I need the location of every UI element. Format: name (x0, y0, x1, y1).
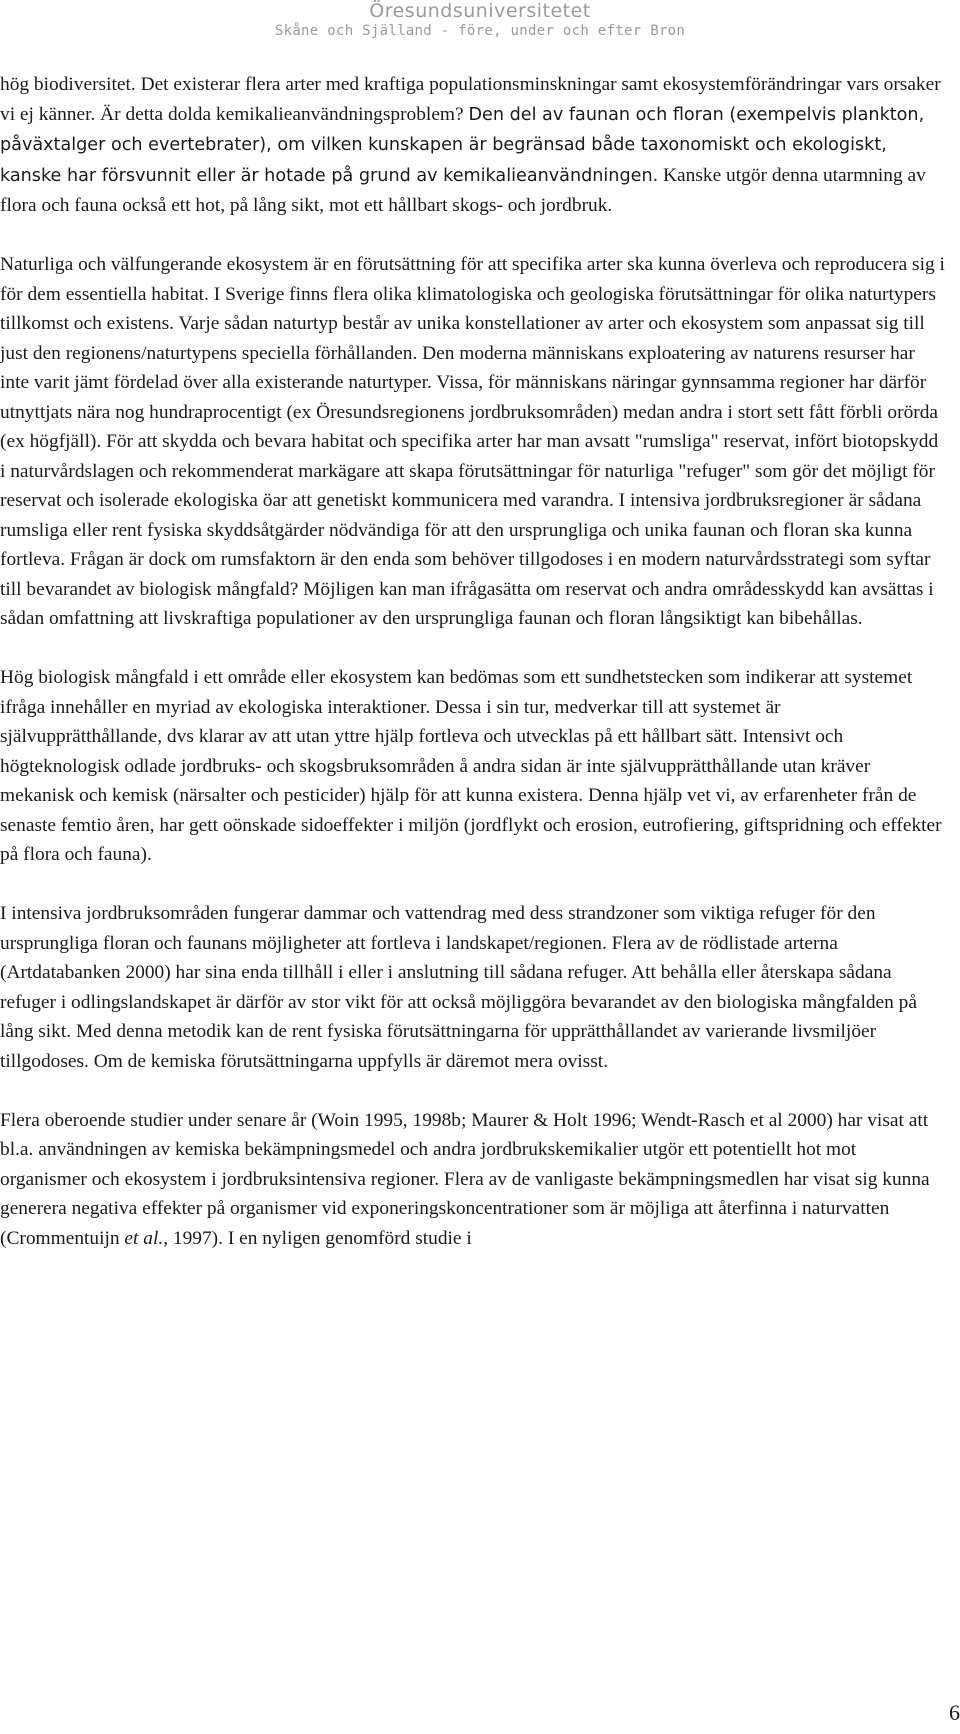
paragraph-1-part-2: Den del av faunan och floran (exempelvis plankton, påväxtalger och evertebrater), om vilken kunskapen är begränsad både taxonomiskt och ekologiskt, kanske har försvunnit eller är hotade på grund av kemikalieanvändningen. (0, 104, 925, 186)
page-header (0, 0, 960, 40)
page-number: 6 (949, 1700, 960, 1725)
paragraph-5-part-1: Flera oberoende studier under senare år (Woin 1995, 1998b; Maurer & Holt 1996; Wendt-Rasch et al 2000) har visat att bl.a. användningen av kemiska bekämpningsmedel och andra jordbrukskemikalier utgör ett potentiellt hot mot organismer och ekosystem i jordbruksintensiva regioner. Flera av de vanligaste bekämpningsmedlen har visat sig kunna generera negativa effekter på organismer vid exponeringskoncentrationer som är möjliga att återfinna i naturvatten (Crommentuijn (0, 1109, 930, 1249)
paragraph-1 (0, 70, 946, 221)
paragraph-5-italic: et al. (124, 1227, 164, 1249)
paragraph-5-part-2: , 1997). I en nyligen genomförd studie i (163, 1227, 472, 1249)
paragraph-5 (0, 1106, 946, 1254)
paragraph-1-part-1: hög biodiversitet. Det existerar flera arter med kraftiga populationsminskningar samt ekosystemförändringar vars orsaker vi ej känner. Är detta dolda kemikalieanvändningsproblem? (0, 74, 941, 125)
header-title: Öresundsuniversitetet (369, 0, 591, 22)
header-subtitle: Skåne och Själland - före, under och efter Bron (274, 23, 686, 39)
document-body (0, 70, 946, 1253)
paragraph-4: I intensiva jordbruksområden fungerar dammar och vattendrag med dess strandzoner som viktiga refuger för den ursprungliga floran och faunans möjligheter att fortleva i landskapet/regionen. Flera av de rödlistade arterna (Artdatabanken 2000) har sina enda tillhåll i eller i anslutning till sådana refuger. Att behålla eller återskapa sådana refuger i odlingslandskapet är därför av stor vikt för att också möjliggöra bevarandet av den biologiska mångfalden på lång sikt. Med denna metodik kan de rent fysiska förutsättningarna för upprätthållandet av varierande livsmiljöer tillgodoses. Om de kemiska förutsättningarna uppfylls är däremot mera ovisst. (0, 903, 917, 1072)
paragraph-3: Hög biologisk mångfald i ett område eller ekosystem kan bedömas som ett sundhetstecken som indikerar att systemet ifråga innehåller en myriad av ekologiska interaktioner. Dessa i sin tur, medverkar till att systemet är självupprätthållande, dvs klarar av att utan yttre hjälp fortleva och utvecklas på ett hållbart sätt. Intensivt och högteknologisk odlade jordbruks- och skogsbruksområden å andra sidan är inte självupprätthållande utan kräver mekanisk och kemisk (närsalter och pesticider) hjälp för att kunna existera. Denna hjälp vet vi, av erfarenheter från de senaste femtio åren, har gett oönskade sidoeffekter i miljön (jordflykt och erosion, eutrofiering, giftspridning och effekter på flora och fauna). (0, 667, 942, 865)
paragraph-2: Naturliga och välfungerande ekosystem är en förutsättning för att specifika arter ska kunna överleva och reproducera sig i för dem essentiella habitat. I Sverige finns flera olika klimatologiska och geologiska förutsättningar för olika naturtypers tillkomst och existens. Varje sådan naturtyp består av unika konstellationer av arter och ekosystem som anpassat sig till just den regionens/naturtypens speciella förhållanden. Den moderna människans exploatering av naturens resurser har inte varit jämt fördelad över alla existerande naturtyper. Vissa, för människans näringar gynnsamma regioner har därför utnyttjats nära nog hundraprocentigt (ex Öresundsregionens jordbruksområden) medan andra i stort sett fått förbli orörda (ex högfjäll). För att skydda och bevara habitat och specifika arter har man avsatt "rumsliga" reservat, infört biotopskydd i naturvårdslagen och rekommenderat markägare att skapa förutsättningar för naturliga "refuger" som gör det möjligt för reservat och isolerade ekologiska öar att genetiskt kommunicera med varandra. I intensiva jordbruksregioner är sådana rumsliga eller rent fysiska skyddsåtgärder nödvändiga för att den ursprungliga och unika faunan och floran ska kunna fortleva. Frågan är dock om rumsfaktorn är den enda som behöver tillgodoses i en modern naturvårdsstrategi som syftar till bevarandet av biologisk mångfald? Möjligen kan man ifrågasätta om reservat och andra områdesskydd kan avsättas i sådan omfattning att livskraftiga populationer av den ursprungliga faunan och floran långsiktigt kan bibehållas. (0, 254, 945, 629)
paragraph-1-part-3: Kanske utgör denna utarmning av flora och fauna också ett hot, på lång sikt, mot ett hållbart skogs- och jordbruk. (0, 164, 926, 216)
